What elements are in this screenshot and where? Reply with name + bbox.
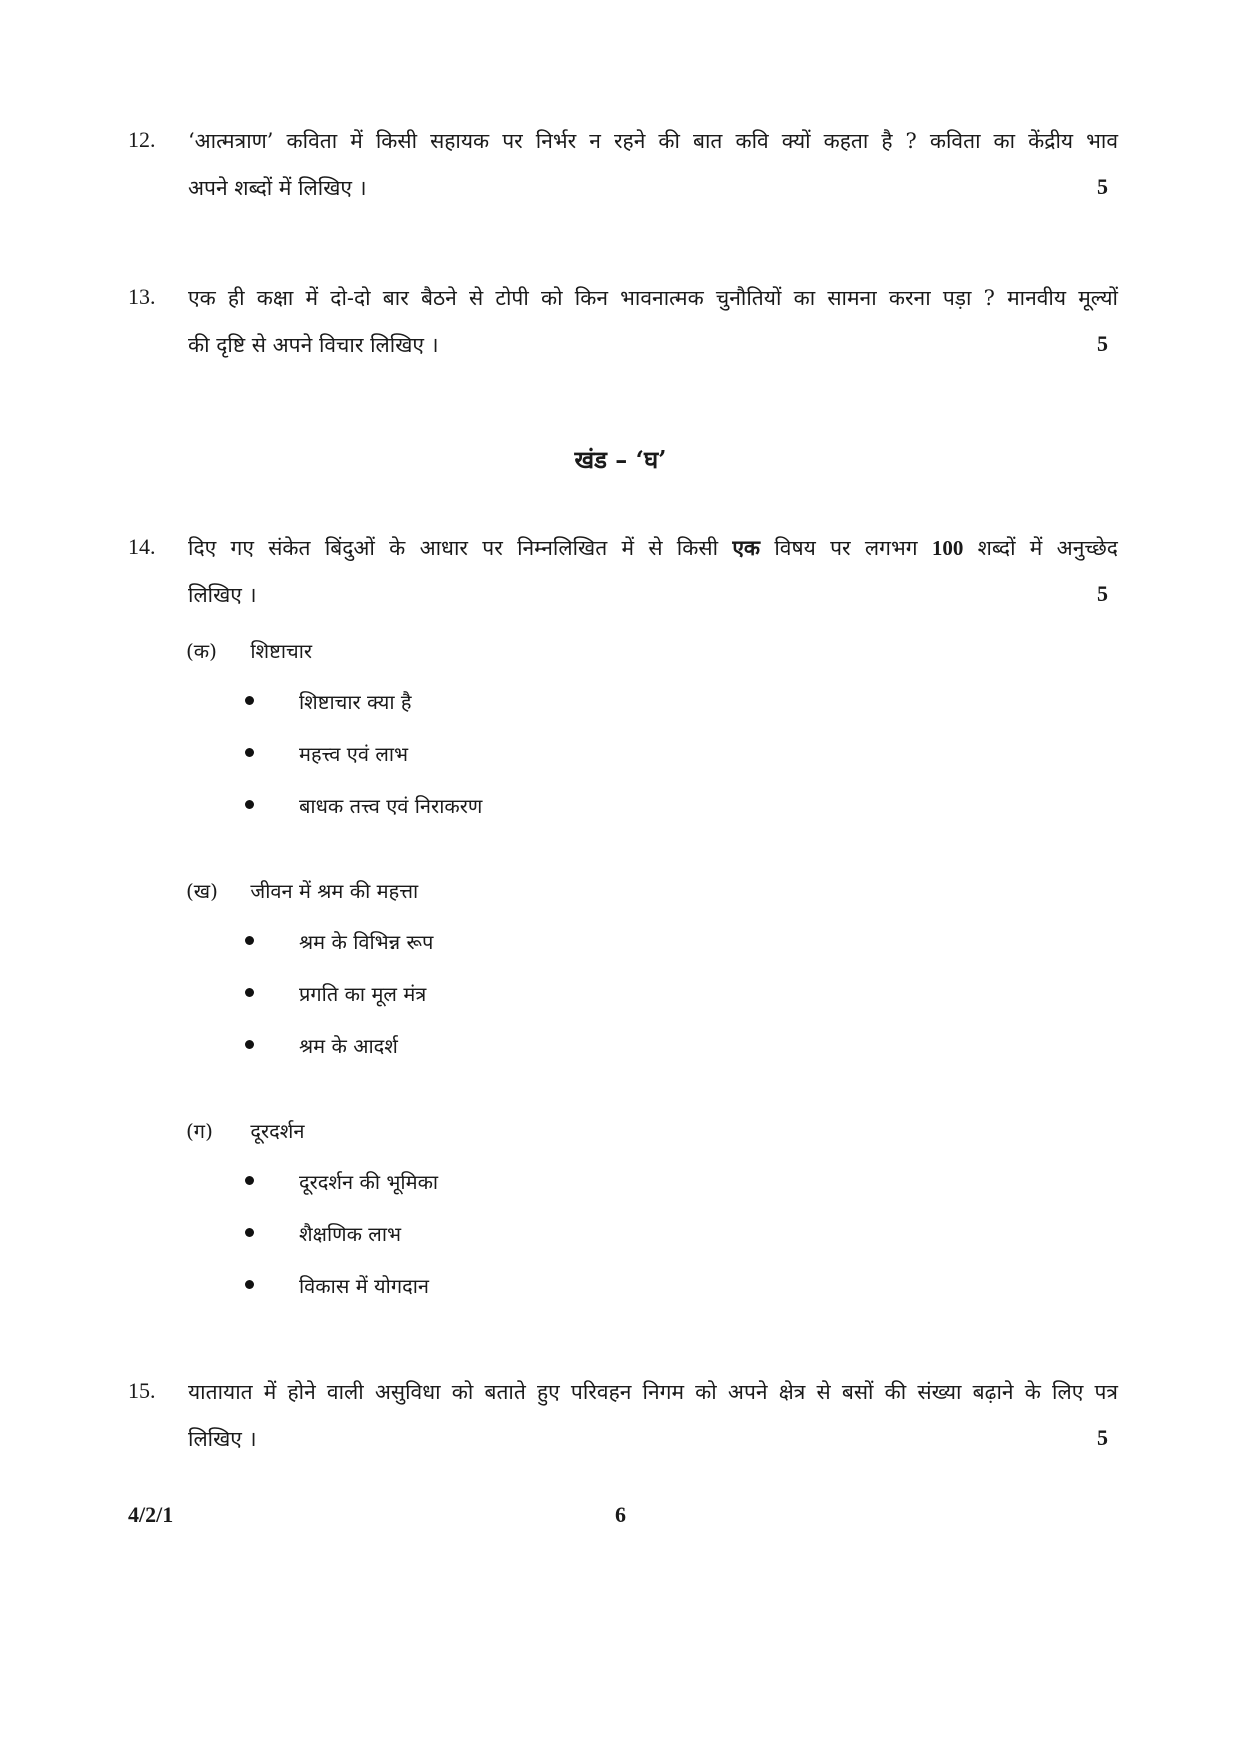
marks: 5: [1097, 1425, 1108, 1450]
bullet-icon: [245, 988, 254, 997]
bullet-icon: [245, 1176, 254, 1185]
bullet-point: बाधक तत्त्व एवं निराकरण: [245, 792, 482, 819]
bullet-icon: [245, 936, 254, 945]
option-title: जीवन में श्रम की महत्ता: [250, 879, 419, 903]
option-title: दूरदर्शन: [250, 1119, 305, 1143]
paper-code: 4/2/1: [128, 1502, 174, 1527]
bullet-icon: [245, 1228, 254, 1237]
word-count: 100: [931, 536, 964, 560]
option-kha: [186, 877, 418, 904]
bullet-point: श्रम के आदर्श: [245, 1032, 398, 1059]
option-ka: [186, 637, 312, 664]
question-text-line2: लिखिए ।: [188, 1427, 257, 1451]
bullet-point: दूरदर्शन की भूमिका: [245, 1168, 438, 1195]
option-label: (ख): [186, 879, 218, 903]
option-ga: [186, 1117, 304, 1144]
option-label: (ग): [186, 1119, 213, 1143]
marks: 5: [1097, 331, 1108, 356]
section-heading: खंड – ‘घ’: [574, 445, 667, 474]
option-label: (क): [186, 639, 217, 663]
question-text-line1: यातायात में होने वाली असुविधा को बताते हुए परिवहन निगम को अपने क्षेत्र से बसों की संख्या बढ़ाने के लिए पत्र: [188, 1380, 1118, 1404]
question-text-line1: दिए गए संकेत बिंदुओं के आधार पर निम्नलिखित में से किसी एक विषय पर लगभग 100 शब्दों में अनुच्छेद: [188, 535, 1118, 560]
bullet-point: शैक्षणिक लाभ: [245, 1220, 401, 1247]
question-number: 13.: [128, 284, 156, 309]
bullet-icon: [245, 800, 254, 809]
question-text-line2: अपने शब्दों में लिखिए ।: [188, 176, 367, 200]
bullet-icon: [245, 1040, 254, 1049]
bullet-icon: [245, 748, 254, 757]
option-title: शिष्टाचार: [250, 639, 313, 663]
question-text-line2: लिखिए ।: [188, 583, 257, 607]
question-number: 15.: [128, 1378, 156, 1403]
bullet-point: महत्त्व एवं लाभ: [245, 740, 408, 767]
question-text-line2: की दृष्टि से अपने विचार लिखिए ।: [188, 333, 439, 357]
bullet-point: श्रम के विभिन्न रूप: [245, 928, 433, 955]
question-number: 12.: [128, 127, 156, 152]
bullet-point: विकास में योगदान: [245, 1272, 429, 1299]
question-text-line1: ‘आत्मत्राण’ कविता में किसी सहायक पर निर्भर न रहने की बात कवि क्यों कहता है ? कविता का केंद्रीय भाव: [188, 129, 1118, 153]
emphasis-word: एक: [732, 535, 761, 560]
bullet-icon: [245, 1280, 254, 1289]
page-number: 6: [615, 1502, 626, 1527]
marks: 5: [1097, 581, 1108, 606]
bullet-icon: [245, 696, 254, 705]
question-text-line1: एक ही कक्षा में दो-दो बार बैठने से टोपी को किन भावनात्मक चुनौतियों का सामना करना पड़ा ? मानवीय मूल्यों: [188, 286, 1118, 310]
bullet-point: प्रगति का मूल मंत्र: [245, 980, 426, 1007]
marks: 5: [1097, 174, 1108, 199]
question-number: 14.: [128, 534, 156, 559]
bullet-point: शिष्टाचार क्या है: [245, 688, 412, 715]
